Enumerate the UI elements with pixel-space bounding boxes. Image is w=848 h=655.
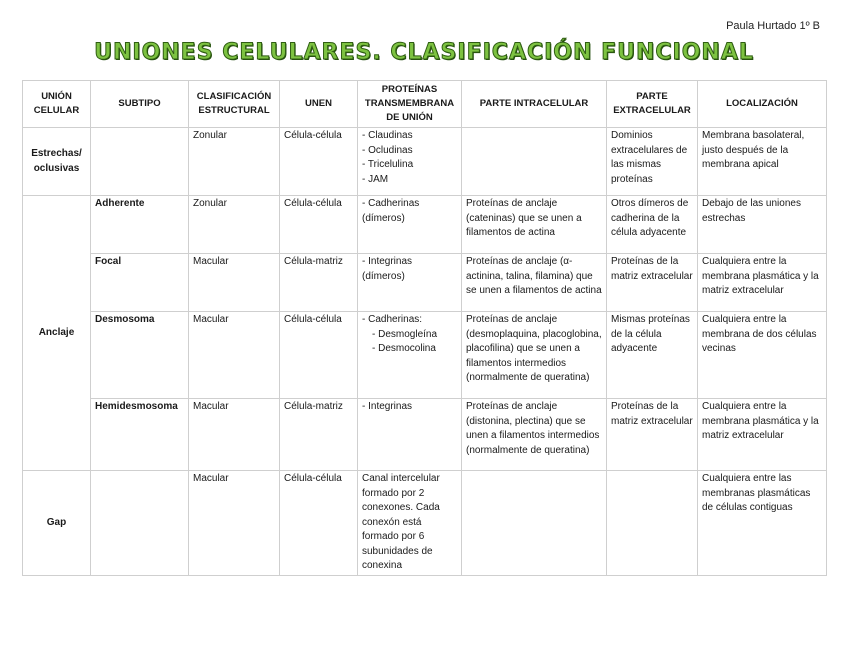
cell-extracelular: Proteínas de la matriz extracelular: [607, 399, 698, 471]
cell-extracelular: Dominios extracelulares de las mismas proteínas: [607, 128, 698, 196]
cell-localizacion: Debajo de las uniones estrechas: [698, 196, 827, 254]
cell-subtipo: Adherente: [91, 196, 189, 254]
header-unen: UNEN: [280, 81, 358, 128]
cell-intracelular: Proteínas de anclaje (cateninas) que se unen a filamentos de actina: [462, 196, 607, 254]
cell-unen: Célula-célula: [280, 312, 358, 399]
header-subtipo: SUBTIPO: [91, 81, 189, 128]
cell-proteinas: - Claudinas - Ocludinas - Tricelulina - JAM: [358, 128, 462, 196]
cell-extracelular: [607, 471, 698, 576]
header-localizacion: LOCALIZACIÓN: [698, 81, 827, 128]
cell-intracelular: Proteínas de anclaje (desmoplaquina, placoglobina, placofilina) que se unen a filamentos intermedios (normalmente de queratina): [462, 312, 607, 399]
cell-clasificacion: Zonular: [189, 196, 280, 254]
cell-localizacion: Cualquiera entre la membrana de dos células vecinas: [698, 312, 827, 399]
table-row-desmosoma: [23, 312, 827, 399]
cell-intracelular: [462, 471, 607, 576]
author-name: Paula Hurtado 1º B: [726, 20, 820, 32]
page-title: UNIONES CELULARES. CLASIFICACIÓN FUNCIONAL: [94, 40, 754, 65]
cell-unen: Célula-célula: [280, 196, 358, 254]
cell-extracelular: Proteínas de la matriz extracelular: [607, 254, 698, 312]
cell-unen: Célula-célula: [280, 128, 358, 196]
cell-clasificacion: Macular: [189, 254, 280, 312]
junctions-table: [22, 80, 827, 576]
cell-subtipo: Hemidesmosoma: [91, 399, 189, 471]
cell-unen: Célula-célula: [280, 471, 358, 576]
cell-clasificacion: Macular: [189, 399, 280, 471]
table-row-hemidesmosoma: [23, 399, 827, 471]
header-union: UNIÓN CELULAR: [23, 81, 91, 128]
cell-subtipo: [91, 471, 189, 576]
cell-clasificacion: Zonular: [189, 128, 280, 196]
cell-localizacion: Cualquiera entre la membrana plasmática y la matriz extracelular: [698, 254, 827, 312]
cell-localizacion: Membrana basolateral, justo después de la membrana apical: [698, 128, 827, 196]
cell-union-gap: Gap: [23, 471, 91, 576]
cell-extracelular: Otros dímeros de cadherina de la célula adyacente: [607, 196, 698, 254]
cell-proteinas: - Integrinas (dímeros): [358, 254, 462, 312]
table-row-estrechas: [23, 128, 827, 196]
cell-proteinas: - Integrinas: [358, 399, 462, 471]
cell-localizacion: Cualquiera entre las membranas plasmáticas de células contiguas: [698, 471, 827, 576]
cell-proteinas: - Cadherinas: - Desmogleína - Desmocolina: [358, 312, 462, 399]
cell-unen: Célula-matriz: [280, 254, 358, 312]
cell-localizacion: Cualquiera entre la membrana plasmática y la matriz extracelular: [698, 399, 827, 471]
cell-proteinas: Canal intercelular formado por 2 conexones. Cada conexón está formado por 6 subunidades de conexina: [358, 471, 462, 576]
header-proteinas: PROTEÍNAS TRANSMEMBRANA DE UNIÓN: [358, 81, 462, 128]
cell-union-estrechas: Estrechas/ oclusivas: [23, 128, 91, 196]
header-clasificacion: CLASIFICACIÓN ESTRUCTURAL: [189, 81, 280, 128]
table-row-focal: [23, 254, 827, 312]
cell-extracelular: Mismas proteínas de la célula adyacente: [607, 312, 698, 399]
cell-union-anclaje: Anclaje: [23, 196, 91, 471]
cell-unen: Célula-matriz: [280, 399, 358, 471]
table-row-adherente: [23, 196, 827, 254]
header-row: [23, 81, 827, 128]
cell-intracelular: Proteínas de anclaje (distonina, plectina) que se unen a filamentos intermedios (normalmente de queratina): [462, 399, 607, 471]
cell-intracelular: Proteínas de anclaje (α-actinina, talina, filamina) que se unen a filamentos de actina: [462, 254, 607, 312]
cell-clasificacion: Macular: [189, 312, 280, 399]
table-row-gap: [23, 471, 827, 576]
header-extracelular: PARTE EXTRACELULAR: [607, 81, 698, 128]
cell-proteinas: - Cadherinas (dímeros): [358, 196, 462, 254]
cell-subtipo: Focal: [91, 254, 189, 312]
cell-intracelular: [462, 128, 607, 196]
cell-subtipo: [91, 128, 189, 196]
header-intracelular: PARTE INTRACELULAR: [462, 81, 607, 128]
cell-clasificacion: Macular: [189, 471, 280, 576]
cell-subtipo: Desmosoma: [91, 312, 189, 399]
